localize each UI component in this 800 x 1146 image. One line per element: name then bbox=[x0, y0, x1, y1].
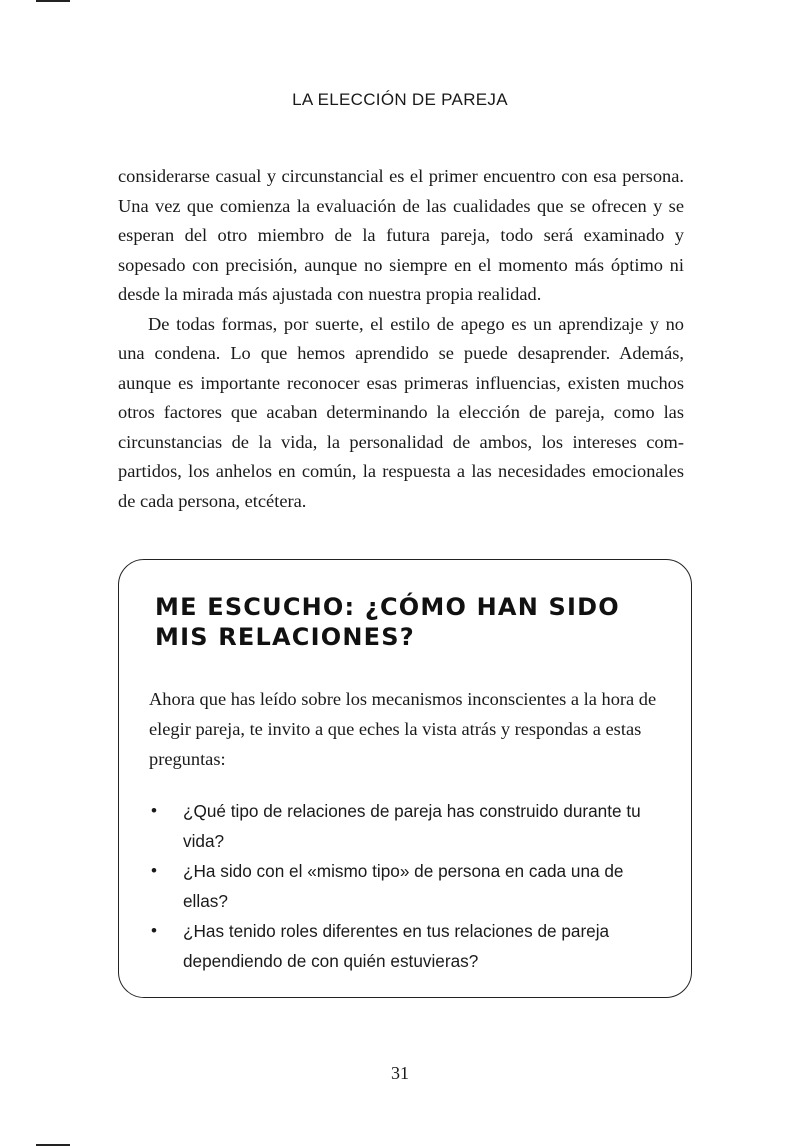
paragraph-1: considerarse casual y circunstancial es el primer encuentro con esa persona. Una vez que comienza la evaluación de las cualidades que se ofrecen y se esperan del otro miembro de la futura pareja, todo será examinado y sopesado con precisión, aunque no siempre en el momento más óptimo ni desde la mirada más ajustada con nuestra propia realidad. bbox=[118, 166, 684, 304]
paragraph-2: De todas formas, por suerte, el estilo de apego es un aprendizaje y no una condena. Lo que hemos aprendido se puede desaprender. Además, aunque es importante reconocer esas primeras influencias, existen muchos otros factores que acaban determinando la elección de pareja, como las circunstancias de la vida, la personalidad de ambos, los intereses compartidos, los anhelos en común, la respuesta a las necesidades emocionales de cada persona, etcétera. bbox=[118, 313, 684, 511]
list-item bbox=[149, 856, 665, 916]
question-text: ¿Qué tipo de relaciones de pareja has construido durante tu vida? bbox=[183, 801, 641, 851]
exercise-intro: Ahora que has leído sobre los mecanismos inconscientes a la hora de elegir pareja, te invito a que eches la vista atrás y respondas a estas preguntas: bbox=[149, 689, 657, 769]
exercise-title-line-2: MIS RELACIONES? bbox=[155, 623, 415, 651]
body-text bbox=[118, 162, 684, 516]
crop-mark-top bbox=[36, 0, 70, 2]
running-head: LA ELECCIÓN DE PAREJA bbox=[292, 90, 508, 109]
exercise-title bbox=[155, 592, 655, 652]
question-text: ¿Ha sido con el «mismo tipo» de persona en cada una de ellas? bbox=[183, 861, 624, 911]
bullet-icon: • bbox=[151, 801, 157, 820]
exercise-box bbox=[118, 559, 692, 998]
page-number: 31 bbox=[391, 1063, 409, 1083]
bullet-icon: • bbox=[151, 921, 157, 940]
question-text: ¿Has tenido roles diferentes en tus relaciones de pareja dependiendo de con quién estuvieras? bbox=[183, 921, 610, 971]
question-list bbox=[149, 796, 665, 976]
list-item bbox=[149, 916, 665, 976]
exercise-title-line-1: ME ESCUCHO: ¿CÓMO HAN SIDO bbox=[155, 593, 620, 621]
list-item bbox=[149, 796, 665, 856]
bullet-icon: • bbox=[151, 861, 157, 880]
